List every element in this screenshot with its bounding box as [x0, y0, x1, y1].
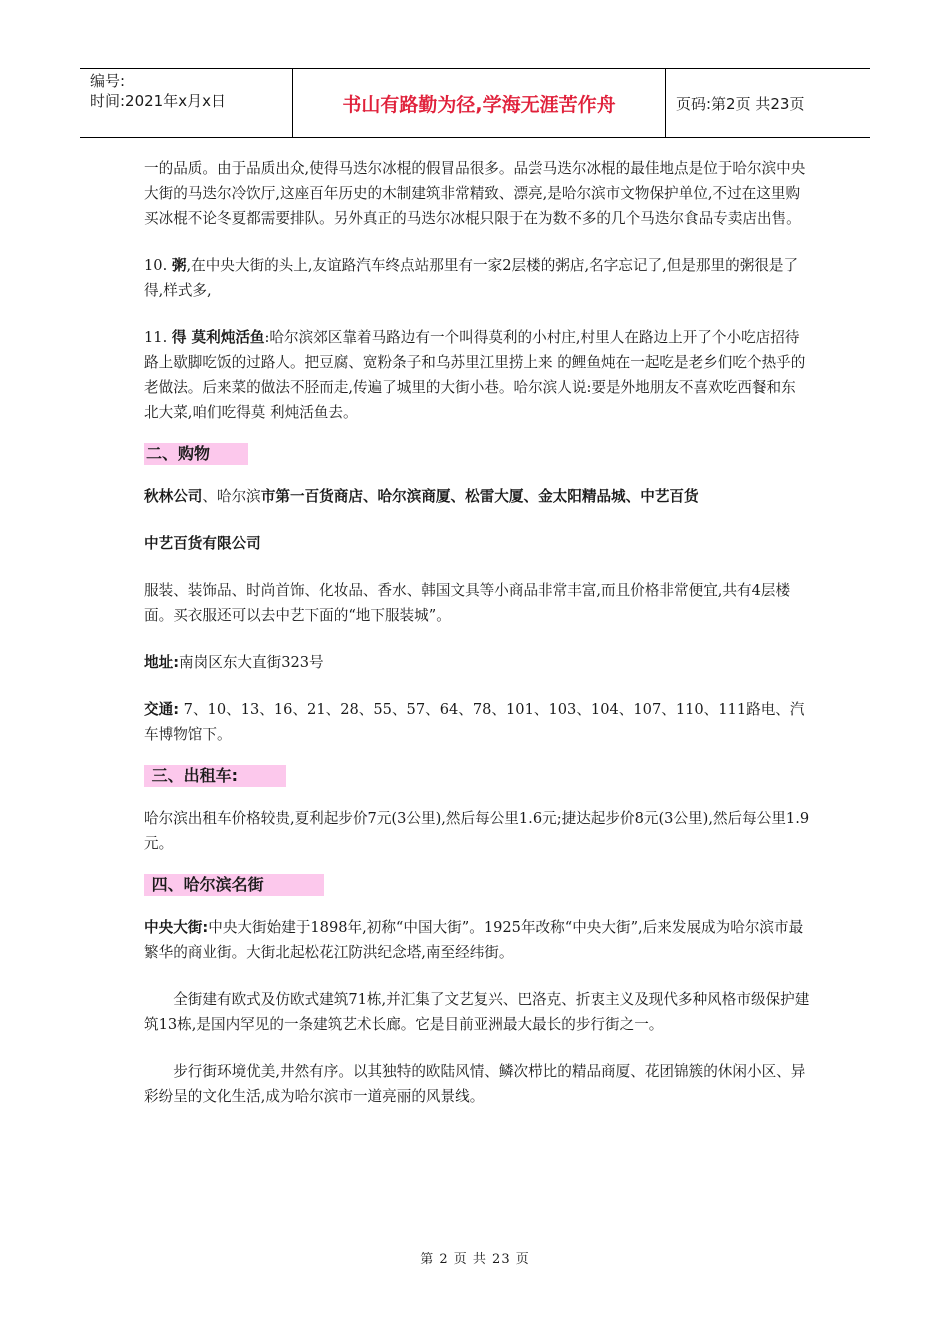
street-environment: 步行街环境优美,井然有序。以其独特的欧陆风情、鳞次栉比的精品商厦、花团锦簇的休闲小区、异彩纷呈的文化生活,成为哈尔滨市一道亮丽的风景线。	[144, 1063, 806, 1105]
document-body	[144, 156, 810, 1109]
header-page-info: 页码:第2页 共23页	[676, 94, 805, 113]
taxi-text: 哈尔滨出租车价格较贵,夏利起步价7元(3公里),然后每公里1.6元;捷达起步价8元(3公里),然后每公里1.9元。	[144, 810, 810, 852]
item-text: ,在中央大街的头上,友谊路汽车终点站那里有一家2层楼的粥店,名字忘记了,但是那里的粥很是了得,样式多,	[144, 257, 799, 299]
item-number: 10.	[144, 257, 168, 274]
section-heading-shopping: 二、购物	[144, 443, 248, 465]
item-title: 粥	[171, 257, 187, 274]
street-text: 中央大街始建于1898年,初称“中国大街”。1925年改称“中央大街”,后来发展成为哈尔滨市最繁华的商业街。大街北起松花江防洪纪念塔,南至经纬街。	[144, 919, 804, 961]
document-number-label: 编号:	[90, 72, 126, 90]
item-title: 得 莫利炖活鱼	[171, 329, 265, 346]
shop-traffic	[144, 697, 810, 747]
street-intro	[144, 915, 810, 965]
shop-highlight: 秋林公司	[144, 488, 203, 505]
section-heading-taxi: 三、出租车:	[144, 765, 286, 787]
address-label: 地址:	[144, 654, 180, 671]
shop-highlight: 市第一百货商店、哈尔滨商厦、松雷大厦、金太阳精品城、中艺百货	[260, 488, 699, 505]
traffic-text: 7、10、13、16、21、28、55、57、64、78、101、103、104、107、110、111路电、汽车博物馆下。	[144, 701, 805, 743]
shop-name: 中艺百货有限公司	[144, 535, 261, 552]
item-text: :哈尔滨郊区靠着马路边有一个叫得莫利的小村庄,村里人在路边上开了个小吃店招待路上歇脚吃饭的过路人。把豆腐、宽粉条子和乌苏里江里捞上来 的鲤鱼炖在一起吃是老乡们吃个热乎的老做法。后来菜的做法不胫而走,传遍了城里的大街小巷。哈尔滨人说:要是外地朋友不喜欢吃西餐和东北大菜,咱们吃得莫 利炖活鱼去。	[144, 329, 806, 421]
traffic-label: 交通:	[144, 701, 180, 718]
item-fish-stew	[144, 325, 810, 425]
page-header	[80, 68, 870, 138]
item-number: 11.	[144, 329, 168, 346]
shops-list	[144, 484, 810, 509]
street-label: 中央大街:	[144, 919, 209, 936]
paragraph-madieer: 一的品质。由于品质出众,使得马迭尔冰棍的假冒品很多。品尝马迭尔冰棍的最佳地点是位于哈尔滨中央大街的马迭尔冷饮厅,这座百年历史的木制建筑非常精致、漂亮,是哈尔滨市文物保护单位,不过在这里购买冰棍不论冬夏都需要排队。另外真正的马迭尔冰棍只限于在为数不多的几个马迭尔食品专卖店出售。	[144, 160, 806, 227]
document-date: 时间:2021年x月x日	[90, 92, 226, 110]
item-porridge	[144, 253, 810, 303]
header-meta	[80, 69, 293, 137]
header-motto: 书山有路勤为径,学海无涯苦作舟	[293, 69, 666, 137]
shop-address	[144, 650, 810, 675]
page-footer: 第 2 页 共 23 页	[420, 1252, 530, 1267]
street-architecture: 全街建有欧式及仿欧式建筑71栋,并汇集了文艺复兴、巴洛克、折衷主义及现代多种风格市级保护建筑13栋,是国内罕见的一条建筑艺术长廊。它是目前亚洲最大最长的步行街之一。	[144, 991, 810, 1033]
shops-text: 、哈尔滨	[202, 488, 261, 505]
section-heading-streets: 四、哈尔滨名街	[144, 874, 324, 896]
shop-description: 服装、装饰品、时尚首饰、化妆品、香水、韩国文具等小商品非常丰富,而且价格非常便宜,共有4层楼面。买衣服还可以去中艺下面的“地下服装城”。	[144, 582, 791, 624]
address-text: 南岗区东大直街323号	[179, 654, 324, 671]
